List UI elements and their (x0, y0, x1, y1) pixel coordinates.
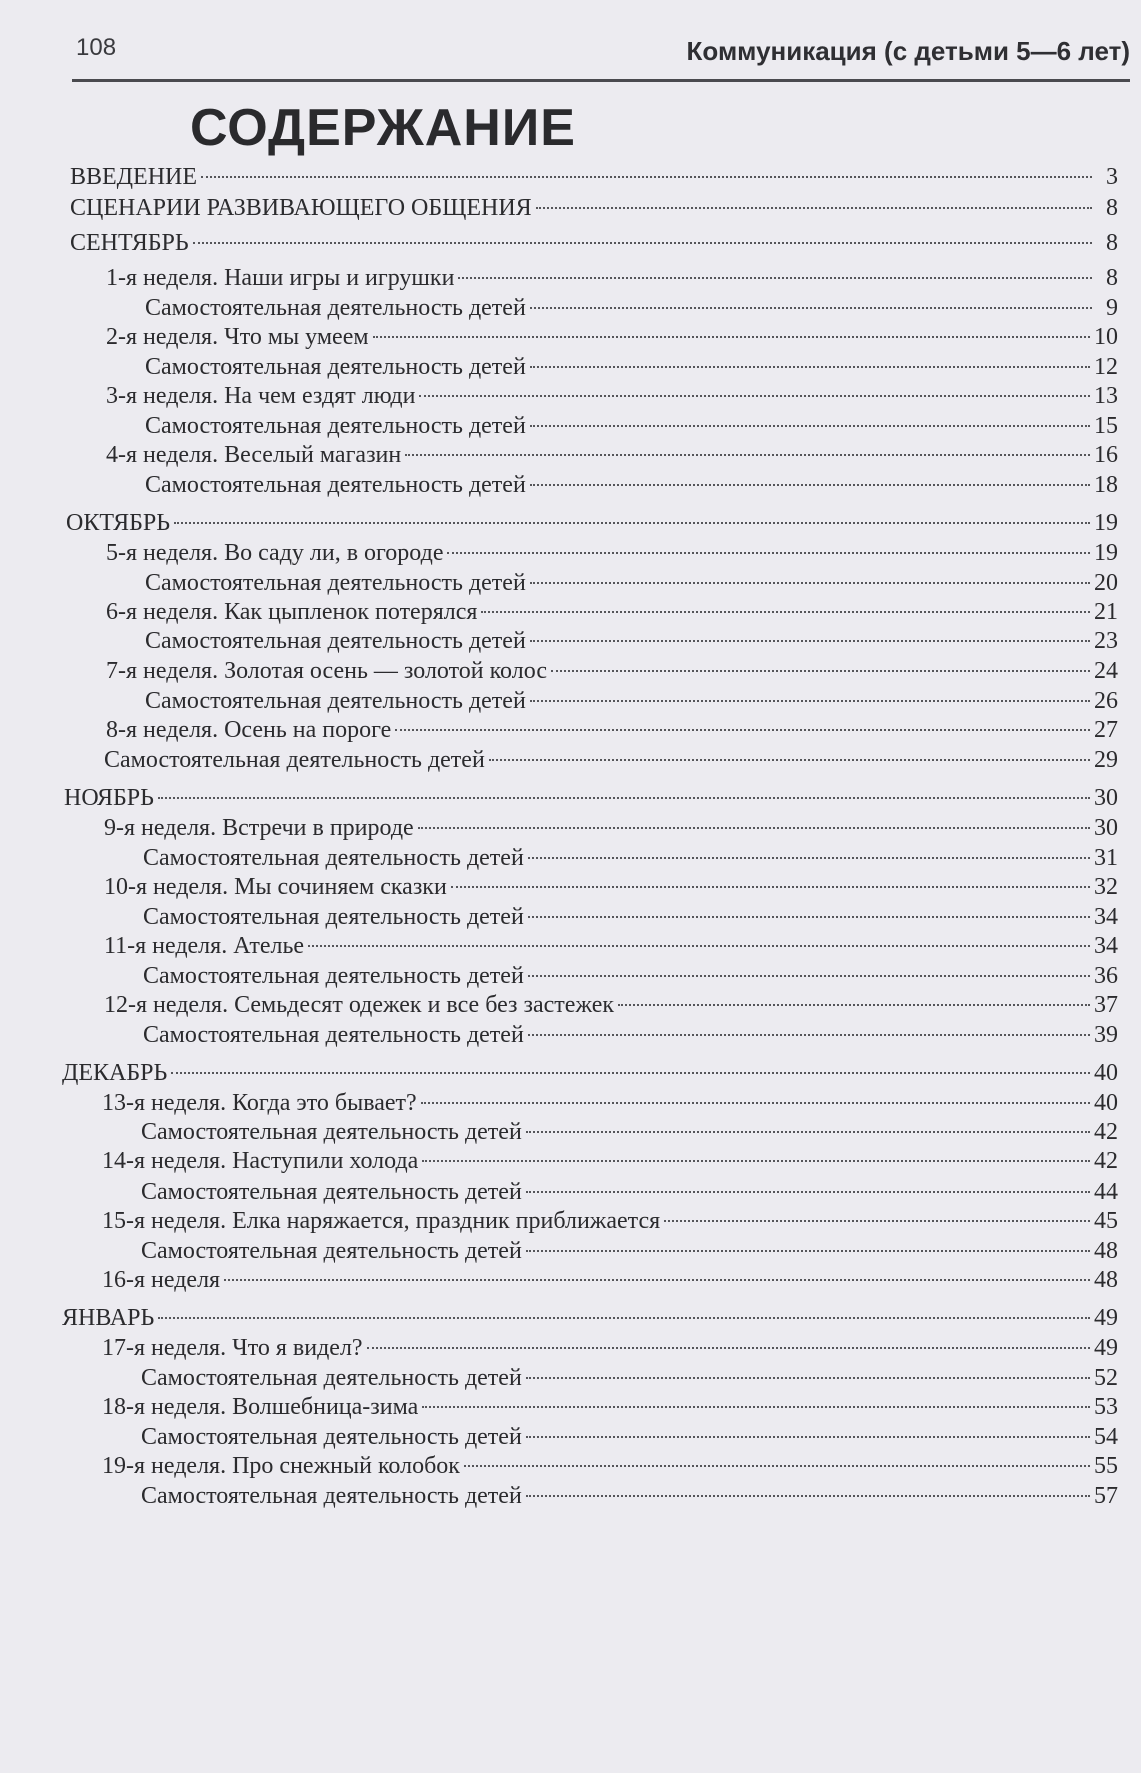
toc-entry-page: 8 (1106, 265, 1118, 291)
toc-dot-leader (618, 1004, 1090, 1006)
toc-entry-label: 10-я неделя. Мы сочиняем сказки (104, 874, 447, 900)
toc-entry-label: 8-я неделя. Осень на пороге (106, 717, 392, 743)
toc-dot-leader (528, 916, 1090, 918)
toc-entry-page: 40 (1094, 1060, 1118, 1086)
toc-dot-leader (489, 759, 1090, 761)
toc-entry (102, 1146, 1118, 1176)
toc-dot-leader (201, 176, 1092, 178)
toc-entry-label: Самостоятельная деятельность детей (141, 1365, 522, 1391)
toc-entry (104, 745, 1118, 775)
toc-entry-page: 27 (1094, 717, 1118, 743)
toc-entry-page: 24 (1094, 658, 1118, 684)
toc-entry (141, 1177, 1118, 1207)
toc-entry-label: Самостоятельная деятельность детей (145, 570, 526, 596)
toc-dot-leader (530, 425, 1090, 427)
toc-entry-label: 4-я неделя. Веселый магазин (106, 442, 402, 468)
toc-entry-label: 2-я неделя. Что мы умеем (106, 324, 369, 350)
toc-entry (106, 263, 1118, 293)
toc-entry-page: 18 (1094, 472, 1118, 498)
toc-dot-leader (193, 242, 1092, 244)
toc-dot-leader (171, 1072, 1090, 1074)
toc-entry (104, 931, 1118, 961)
toc-dot-leader (373, 336, 1090, 338)
toc-entry (145, 470, 1118, 500)
toc-entry-page: 19 (1094, 540, 1118, 566)
toc-entry (143, 902, 1118, 932)
toc-entry (70, 162, 1118, 192)
toc-dot-leader (458, 277, 1092, 279)
toc-entry (143, 843, 1118, 873)
toc-entry-label: 6-я неделя. Как цыпленок потерялся (106, 599, 478, 625)
running-title: Коммуникация (с детьми 5—6 лет) (686, 36, 1130, 66)
toc-entry-page: 30 (1094, 785, 1118, 811)
toc-entry-label: 17-я неделя. Что я видел? (102, 1335, 363, 1361)
toc-entry-page: 37 (1094, 992, 1118, 1018)
toc-entry-label: ДЕКАБРЬ (62, 1060, 168, 1086)
toc-entry (143, 961, 1118, 991)
toc-entry-page: 13 (1094, 383, 1118, 409)
toc-entry (143, 1020, 1118, 1050)
toc-dot-leader (451, 886, 1090, 888)
toc-dot-leader (464, 1465, 1090, 1467)
toc-entry-page: 15 (1094, 413, 1118, 439)
toc-entry-label: СЕНТЯБРЬ (70, 230, 189, 256)
toc-dot-leader (526, 1250, 1090, 1252)
toc-dot-leader (528, 1034, 1090, 1036)
toc-entry-page: 40 (1094, 1090, 1118, 1116)
toc-entry-page: 8 (1106, 195, 1118, 221)
toc-entry (145, 411, 1118, 441)
toc-entry-page: 36 (1094, 963, 1118, 989)
toc-entry (104, 813, 1118, 843)
toc-dot-leader (526, 1191, 1090, 1193)
page-header (72, 30, 1130, 80)
toc-entry (106, 440, 1118, 470)
toc-dot-leader (664, 1220, 1090, 1222)
toc-entry (106, 538, 1118, 568)
toc-entry-label: 11-я неделя. Ателье (104, 933, 305, 959)
toc-entry-label: НОЯБРЬ (64, 785, 154, 811)
toc-entry-label: ОКТЯБРЬ (66, 510, 171, 536)
toc-dot-leader (422, 1160, 1090, 1162)
toc-dot-leader (530, 700, 1090, 702)
toc-entry (141, 1363, 1118, 1393)
toc-entry-page: 53 (1094, 1394, 1118, 1420)
toc-entry-page: 39 (1094, 1022, 1118, 1048)
toc-entry-page: 57 (1094, 1483, 1118, 1509)
toc-entry (62, 1303, 1118, 1333)
toc-dot-leader (530, 640, 1090, 642)
toc-entry (106, 381, 1118, 411)
toc-dot-leader (405, 454, 1090, 456)
toc-dot-leader (528, 857, 1090, 859)
toc-entry-page: 16 (1094, 442, 1118, 468)
toc-entry-page: 26 (1094, 688, 1118, 714)
toc-entry-label: 5-я неделя. Во саду ли, в огороде (106, 540, 444, 566)
toc-dot-leader (530, 484, 1090, 486)
toc-dot-leader (158, 1317, 1090, 1319)
toc-entry-label: 7-я неделя. Золотая осень — золотой колос (106, 658, 547, 684)
toc-entry-page: 8 (1106, 230, 1118, 256)
toc-dot-leader (367, 1347, 1090, 1349)
toc-entry-page: 54 (1094, 1424, 1118, 1450)
toc-dot-leader (158, 797, 1090, 799)
toc-entry-page: 34 (1094, 933, 1118, 959)
toc-entry-label: Самостоятельная деятельность детей (143, 1022, 524, 1048)
toc-entry (102, 1265, 1118, 1295)
toc-entry (106, 715, 1118, 745)
toc-dot-leader (447, 552, 1090, 554)
toc-entry-label: 15-я неделя. Елка наряжается, праздник приближается (102, 1208, 661, 1234)
toc-entry-page: 34 (1094, 904, 1118, 930)
toc-entry-label: 18-я неделя. Волшебница-зима (102, 1394, 419, 1420)
toc-entry-label: 13-я неделя. Когда это бывает? (102, 1090, 417, 1116)
toc-entry (104, 990, 1118, 1020)
toc-entry (141, 1422, 1118, 1452)
toc-entry-page: 48 (1094, 1267, 1118, 1293)
toc-dot-leader (308, 945, 1090, 947)
toc-entry-page: 23 (1094, 628, 1118, 654)
toc-entry-label: Самостоятельная деятельность детей (145, 628, 526, 654)
toc-dot-leader (395, 729, 1090, 731)
toc-entry (141, 1481, 1118, 1511)
toc-entry-label: 19-я неделя. Про снежный колобок (102, 1453, 460, 1479)
toc-entry-page: 12 (1094, 354, 1118, 380)
toc-entry-label: Самостоятельная деятельность детей (141, 1424, 522, 1450)
toc-dot-leader (419, 395, 1090, 397)
toc-entry-label: ВВЕДЕНИЕ (70, 164, 198, 190)
toc-entry (141, 1117, 1118, 1147)
toc-entry-page: 21 (1094, 599, 1118, 625)
toc-entry-page: 19 (1094, 510, 1118, 536)
toc-dot-leader (528, 975, 1090, 977)
toc-entry (70, 228, 1118, 258)
toc-entry-page: 42 (1094, 1119, 1118, 1145)
toc-entry (64, 783, 1118, 813)
toc-dot-leader (526, 1131, 1090, 1133)
toc-dot-leader (530, 582, 1090, 584)
toc-entry-label: Самостоятельная деятельность детей (145, 413, 526, 439)
toc-entry (106, 322, 1118, 352)
toc-entry (102, 1392, 1118, 1422)
toc-dot-leader (530, 366, 1090, 368)
toc-entry (145, 686, 1118, 716)
toc-entry-label: 3-я неделя. На чем ездят люди (106, 383, 416, 409)
toc-dot-leader (174, 522, 1090, 524)
toc-entry-page: 55 (1094, 1453, 1118, 1479)
toc-entry-label: Самостоятельная деятельность детей (141, 1483, 522, 1509)
toc-entry-page: 29 (1094, 747, 1118, 773)
page-title: СОДЕРЖАНИЕ (190, 99, 576, 157)
toc-dot-leader (536, 207, 1092, 209)
toc-entry-label: Самостоятельная деятельность детей (141, 1238, 522, 1264)
toc-entry (102, 1088, 1118, 1118)
toc-dot-leader (526, 1377, 1090, 1379)
toc-dot-leader (526, 1495, 1090, 1497)
toc-entry-label: 14-я неделя. Наступили холода (102, 1148, 419, 1174)
toc-entry-label: Самостоятельная деятельность детей (141, 1119, 522, 1145)
toc-dot-leader (224, 1279, 1090, 1281)
toc-entry (66, 508, 1118, 538)
page-number: 108 (76, 34, 117, 61)
toc-entry-page: 3 (1106, 164, 1118, 190)
toc-entry-label: Самостоятельная деятельность детей (145, 688, 526, 714)
toc-entry-page: 49 (1094, 1335, 1118, 1361)
toc-entry-label: Самостоятельная деятельность детей (141, 1179, 522, 1205)
toc-entry-label: 1-я неделя. Наши игры и игрушки (106, 265, 455, 291)
toc-entry (102, 1451, 1118, 1481)
toc-entry (102, 1333, 1118, 1363)
toc-entry-page: 44 (1094, 1179, 1118, 1205)
toc-entry-page: 42 (1094, 1148, 1118, 1174)
toc-dot-leader (421, 1102, 1090, 1104)
toc-entry (145, 626, 1118, 656)
toc-entry-label: Самостоятельная деятельность детей (104, 747, 485, 773)
toc-entry-label: СЦЕНАРИИ РАЗВИВАЮЩЕГО ОБЩЕНИЯ (70, 195, 532, 221)
toc-entry-page: 32 (1094, 874, 1118, 900)
toc-entry (104, 872, 1118, 902)
toc-entry-label: 12-я неделя. Семьдесят одежек и все без застежек (104, 992, 615, 1018)
toc-dot-leader (530, 307, 1092, 309)
toc-entry-page: 31 (1094, 845, 1118, 871)
toc-entry-label: Самостоятельная деятельность детей (143, 904, 524, 930)
toc-entry-label: Самостоятельная деятельность детей (143, 963, 524, 989)
toc-entry-label: Самостоятельная деятельность детей (145, 295, 526, 321)
toc-entry (106, 597, 1118, 627)
toc-entry (145, 352, 1118, 382)
toc-entry (141, 1236, 1118, 1266)
toc-dot-leader (418, 827, 1090, 829)
toc-entry-page: 9 (1106, 295, 1118, 321)
toc-dot-leader (526, 1436, 1090, 1438)
toc-entry-page: 52 (1094, 1365, 1118, 1391)
toc-dot-leader (551, 670, 1090, 672)
toc-entry-page: 49 (1094, 1305, 1118, 1331)
toc-entry-page: 48 (1094, 1238, 1118, 1264)
toc-dot-leader (422, 1406, 1090, 1408)
header-rule (72, 79, 1130, 82)
toc-entry (62, 1058, 1118, 1088)
toc-entry-label: Самостоятельная деятельность детей (143, 845, 524, 871)
toc-entry (102, 1206, 1118, 1236)
toc-entry-page: 10 (1094, 324, 1118, 350)
toc-entry-page: 30 (1094, 815, 1118, 841)
toc-entry-label: ЯНВАРЬ (62, 1305, 155, 1331)
toc-entry (145, 568, 1118, 598)
toc-entry (106, 656, 1118, 686)
toc-entry-page: 20 (1094, 570, 1118, 596)
toc-entry-label: Самостоятельная деятельность детей (145, 354, 526, 380)
toc-entry-label: Самостоятельная деятельность детей (145, 472, 526, 498)
toc-dot-leader (481, 611, 1090, 613)
toc-entry-page: 45 (1094, 1208, 1118, 1234)
toc-entry-label: 16-я неделя (102, 1267, 221, 1293)
toc-entry (145, 293, 1118, 323)
toc-entry (70, 193, 1118, 223)
toc-entry-label: 9-я неделя. Встречи в природе (104, 815, 414, 841)
